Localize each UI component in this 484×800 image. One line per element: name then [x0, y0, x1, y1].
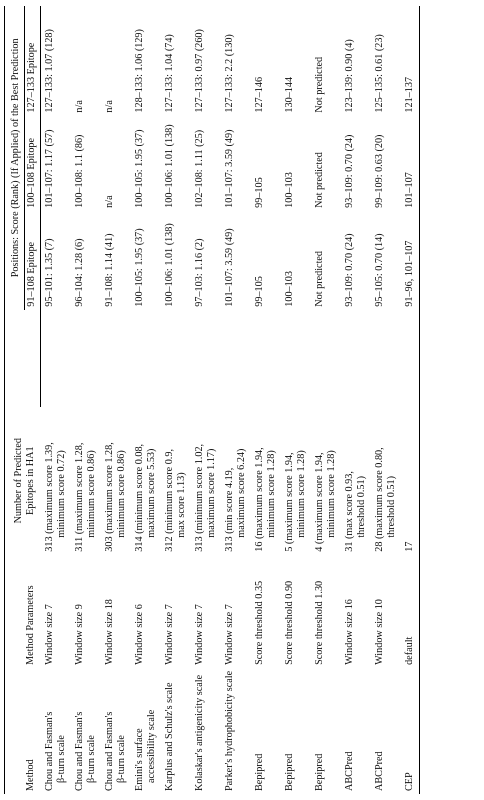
cell-epitope-100-108-line: 101–107: 1.17 (57) — [44, 129, 55, 208]
cell-params-line: Score threshold 1.30 — [313, 580, 325, 665]
cell-number — [161, 407, 191, 555]
cell-epitope-100-108-line: 99–105 — [253, 177, 265, 208]
cell-params-line: Window size 7 — [163, 604, 175, 665]
results-table — [4, 6, 420, 794]
cell-method — [71, 668, 101, 794]
spacer-cell — [311, 310, 341, 407]
cell-epitope-100-108-line: 100–105: 1.95 (37) — [133, 129, 145, 208]
cell-epitope-91-108 — [71, 211, 101, 310]
cell-epitope-127-133-line: 127–133: 1.07 (128) — [44, 29, 55, 113]
cell-method-line: Chou and Fasman's — [43, 711, 55, 791]
cell-method — [401, 668, 420, 794]
cell-epitope-91-108 — [281, 211, 311, 310]
table-row — [281, 6, 311, 794]
cell-params-line: default — [403, 636, 415, 665]
cell-method — [281, 668, 311, 794]
cell-number-line: 17 — [403, 541, 415, 552]
cell-epitope-91-108 — [401, 211, 420, 310]
cell-epitope-100-108 — [311, 116, 341, 211]
header-epitope-127-133: 127–133 Epitope — [25, 6, 41, 116]
spacer-cell — [251, 310, 281, 407]
cell-epitope-127-133-line: 127–133: 2.2 (130) — [223, 34, 235, 113]
cell-epitope-127-133 — [311, 6, 341, 116]
cell-number-line: 16 (maximum score 1.94, — [253, 447, 265, 552]
cell-params — [101, 555, 131, 668]
cell-epitope-127-133 — [101, 6, 131, 116]
cell-epitope-91-108 — [101, 211, 131, 310]
cell-epitope-127-133 — [281, 6, 311, 116]
cell-method-line: β-turn scale — [55, 735, 67, 783]
cell-epitope-91-108-line: 91–108: 1.14 (41) — [103, 233, 115, 307]
cell-method-line: ABCPred — [343, 751, 355, 791]
spacer-cell — [161, 310, 191, 407]
cell-epitope-91-108-line: 100–105: 1.95 (37) — [133, 228, 145, 307]
cell-epitope-100-108 — [161, 116, 191, 211]
cell-epitope-100-108-line: 101–107: 3.59 (49) — [223, 129, 235, 208]
cell-params-line: Window size 9 — [73, 604, 85, 665]
cell-number-line: 311 (maximum score 1.28, — [73, 442, 85, 552]
cell-params-line: Window size 6 — [133, 604, 145, 665]
cell-epitope-100-108-line: 100–106: 1.01 (138) — [163, 124, 175, 208]
cell-number — [71, 407, 101, 555]
cell-number-line: 28 (maximum score 0.80, — [373, 447, 385, 552]
cell-params — [191, 555, 221, 668]
cell-method-line: Karplus and Schulz's scale — [163, 682, 175, 791]
cell-method — [161, 668, 191, 794]
cell-epitope-127-133-line: 121–137 — [403, 76, 415, 113]
cell-epitope-127-133-line: Not predicted — [313, 56, 325, 113]
cell-epitope-100-108 — [131, 116, 161, 211]
cell-number-line: 313 (minimum score 1.02, — [193, 443, 205, 552]
cell-epitope-91-108 — [131, 211, 161, 310]
cell-params-line: Window size 7 — [223, 604, 235, 665]
table-row — [311, 6, 341, 794]
cell-number — [281, 407, 311, 555]
cell-number — [341, 407, 371, 555]
table-row — [341, 6, 371, 794]
cell-epitope-100-108 — [341, 116, 371, 211]
cell-epitope-127-133-line: 127–133: 1.04 (74) — [163, 34, 175, 113]
spacer-cell — [191, 310, 221, 407]
cell-epitope-100-108 — [281, 116, 311, 211]
table-row — [401, 6, 420, 794]
cell-number-line: 313 (min score 4.19, — [223, 467, 235, 552]
cell-params — [281, 555, 311, 668]
cell-params-line: Window size 10 — [373, 599, 385, 665]
cell-method-line: Bepipred — [283, 753, 295, 791]
cell-epitope-91-108-line: 91–96, 101–107 — [403, 240, 415, 307]
header-positions-group: Positions: Score (Rank) (If Applied) of the Best Prediction — [5, 6, 25, 310]
cell-epitope-127-133-line: 123–139: 0.90 (4) — [343, 39, 355, 113]
table-row — [221, 6, 251, 794]
cell-method — [191, 668, 221, 794]
cell-params — [161, 555, 191, 668]
cell-method — [371, 668, 401, 794]
cell-number-line: minimum score 0.72) — [55, 450, 67, 538]
cell-epitope-100-108-line: 102–108: 1.11 (25) — [193, 129, 205, 208]
header-epitope-100-108: 100–108 Epitope — [25, 116, 41, 211]
cell-method-line: β-turn scale — [85, 735, 97, 783]
cell-params — [401, 555, 420, 668]
cell-epitope-91-108 — [311, 211, 341, 310]
cell-number-line: maximum score 5.53) — [145, 448, 157, 538]
table-row — [71, 6, 101, 794]
cell-epitope-100-108 — [251, 116, 281, 211]
cell-epitope-91-108-line: 95–101: 1.35 (7) — [44, 238, 55, 307]
cell-epitope-91-108-line: 96–104: 1.28 (6) — [73, 238, 85, 307]
cell-number-line: minimum score 0.86) — [85, 450, 97, 538]
cell-epitope-127-133-line: n/a — [73, 100, 85, 113]
cell-epitope-100-108 — [191, 116, 221, 211]
cell-epitope-91-108-line: 93–109: 0.70 (24) — [343, 233, 355, 307]
cell-epitope-100-108 — [401, 116, 420, 211]
cell-params — [251, 555, 281, 668]
header-number-line: Epitopes in HA1 — [24, 446, 36, 515]
table-row — [131, 6, 161, 794]
cell-epitope-91-108 — [371, 211, 401, 310]
cell-epitope-91-108 — [341, 211, 371, 310]
cell-epitope-127-133 — [401, 6, 420, 116]
cell-number-line: 314 (minimum score 0.08, — [133, 443, 145, 552]
cell-method-line: Chou and Fasman's — [103, 711, 115, 791]
cell-method-line: Emini's surface — [133, 728, 145, 791]
cell-number-line: maximum score 6.24) — [235, 448, 247, 538]
cell-number-line: 4 (maximum score 1.94, — [313, 452, 325, 552]
spacer-cell — [371, 310, 401, 407]
cell-number-line: maximum score 1.17) — [205, 448, 217, 538]
cell-params-line: Score threshold 0.90 — [283, 580, 295, 665]
cell-params — [371, 555, 401, 668]
cell-method — [341, 668, 371, 794]
cell-number — [131, 407, 161, 555]
cell-epitope-127-133 — [251, 6, 281, 116]
cell-method — [101, 668, 131, 794]
cell-number-line: 5 (maximum score 1.94, — [283, 452, 295, 552]
table-row — [371, 6, 401, 794]
cell-method-line: ABCPred — [373, 751, 385, 791]
cell-epitope-127-133 — [191, 6, 221, 116]
cell-epitope-91-108 — [221, 211, 251, 310]
table-row — [101, 6, 131, 794]
cell-method-line: Kolaskar's antigenicity scale — [193, 674, 205, 791]
header-number-line: Number of Predicted — [12, 437, 24, 524]
cell-epitope-91-108-line: 100–103 — [283, 271, 295, 307]
cell-params-line: Score threshold 0.35 — [253, 580, 265, 665]
cell-number-line: minimum score 1.28) — [265, 450, 277, 538]
cell-method-line: Bepipred — [313, 753, 325, 791]
cell-params — [221, 555, 251, 668]
cell-number — [221, 407, 251, 555]
cell-epitope-100-108-line: 101–107 — [403, 172, 415, 208]
cell-params-line: Window size 16 — [343, 599, 355, 665]
table-row — [251, 6, 281, 794]
cell-epitope-127-133-line: 127–133: 0.97 (260) — [193, 29, 205, 113]
cell-epitope-91-108-line: 97–103: 1.16 (2) — [193, 238, 205, 307]
cell-epitope-127-133-line: n/a — [103, 100, 115, 113]
cell-method — [41, 668, 71, 794]
cell-params-line: Window size 18 — [103, 599, 115, 665]
cell-epitope-127-133 — [41, 6, 71, 116]
cell-epitope-100-108 — [41, 116, 71, 211]
cell-method-line: β-turn scale — [115, 735, 127, 783]
cell-number-line: max score 1.13) — [175, 472, 187, 538]
cell-epitope-100-108 — [101, 116, 131, 211]
cell-method-line: accessibility scale — [145, 709, 157, 783]
spacer-cell — [41, 310, 71, 407]
cell-number — [311, 407, 341, 555]
cell-epitope-127-133 — [341, 6, 371, 116]
cell-number — [251, 407, 281, 555]
table-row — [161, 6, 191, 794]
header-method: Method — [5, 668, 41, 794]
cell-epitope-100-108 — [221, 116, 251, 211]
cell-number-line: minimum score 0.86) — [115, 450, 127, 538]
cell-method-line: Chou and Fasman's — [73, 711, 85, 791]
cell-params — [71, 555, 101, 668]
cell-epitope-91-108 — [41, 211, 71, 310]
cell-number-line: minimum score 1.28) — [325, 450, 337, 538]
table-row — [41, 6, 71, 794]
header-number — [5, 407, 41, 555]
cell-epitope-100-108 — [371, 116, 401, 211]
spacer-cell — [341, 310, 371, 407]
cell-number-line: 313 (maximum score 1.39, — [43, 442, 55, 552]
cell-epitope-127-133 — [161, 6, 191, 116]
cell-method — [251, 668, 281, 794]
cell-params-line: Window size 7 — [193, 604, 205, 665]
cell-epitope-127-133-line: 125–135: 0.61 (23) — [373, 34, 385, 113]
cell-number — [401, 407, 420, 555]
cell-params — [131, 555, 161, 668]
cell-method-line: Bepipred — [253, 753, 265, 791]
cell-number-line: 312 (minimum score 0.9, — [163, 449, 175, 552]
cell-epitope-91-108 — [191, 211, 221, 310]
cell-epitope-100-108-line: Not predicted — [313, 152, 325, 208]
cell-params — [341, 555, 371, 668]
cell-epitope-91-108-line: 99–105 — [253, 276, 265, 307]
cell-epitope-91-108 — [161, 211, 191, 310]
cell-method-line: CEP — [403, 772, 415, 791]
spacer-cell — [131, 310, 161, 407]
cell-epitope-91-108-line: 101–107: 3.59 (49) — [223, 228, 235, 307]
cell-epitope-100-108-line: 93–109: 0.70 (24) — [343, 134, 355, 208]
cell-params — [311, 555, 341, 668]
cell-epitope-127-133 — [221, 6, 251, 116]
cell-epitope-100-108-line: 99–109: 0.63 (20) — [373, 134, 385, 208]
spacer-cell — [221, 310, 251, 407]
spacer-cell — [401, 310, 420, 407]
spacer-cell — [101, 310, 131, 407]
cell-epitope-91-108-line: 95–105: 0.70 (14) — [373, 233, 385, 307]
cell-epitope-91-108-line: 100–106: 1.01 (138) — [163, 223, 175, 307]
cell-epitope-127-133 — [371, 6, 401, 116]
cell-epitope-127-133 — [131, 6, 161, 116]
cell-epitope-91-108-line: Not predicted — [313, 250, 325, 307]
cell-epitope-127-133 — [71, 6, 101, 116]
cell-epitope-127-133-line: 128–133: 1.06 (129) — [133, 29, 145, 113]
cell-params-line: Window size 7 — [43, 604, 55, 665]
cell-number — [371, 407, 401, 555]
cell-number-line: 31 (max score 0.93, — [343, 471, 355, 552]
cell-epitope-100-108-line: 100–103 — [283, 172, 295, 208]
cell-number-line: 303 (maximum score 1.28, — [103, 442, 115, 552]
cell-number — [101, 407, 131, 555]
cell-epitope-100-108-line: 100–108: 1.1 (86) — [73, 134, 85, 208]
cell-number-line: minimum score 1.28) — [295, 450, 307, 538]
cell-number — [191, 407, 221, 555]
cell-method — [311, 668, 341, 794]
cell-epitope-127-133-line: 130–144 — [283, 76, 295, 113]
table-body — [41, 6, 420, 794]
cell-number — [41, 407, 71, 555]
cell-epitope-100-108 — [71, 116, 101, 211]
table-row — [191, 6, 221, 794]
spacer-cell — [71, 310, 101, 407]
cell-method-line: Parker's hydrophobicity scale — [223, 670, 235, 791]
cell-method — [131, 668, 161, 794]
spacer-cell — [281, 310, 311, 407]
cell-params — [41, 555, 71, 668]
header-params: Method Parameters — [5, 555, 41, 668]
header-row-top — [5, 6, 25, 794]
cell-epitope-91-108 — [251, 211, 281, 310]
cell-number-line: threshold 0.51) — [385, 476, 397, 538]
cell-method — [221, 668, 251, 794]
cell-number-line: threshold 0.51) — [355, 476, 367, 538]
cell-epitope-100-108-line: n/a — [103, 195, 115, 208]
header-epitope-91-108: 91–108 Epitope — [25, 211, 41, 310]
cell-epitope-127-133-line: 127–146 — [253, 76, 265, 113]
